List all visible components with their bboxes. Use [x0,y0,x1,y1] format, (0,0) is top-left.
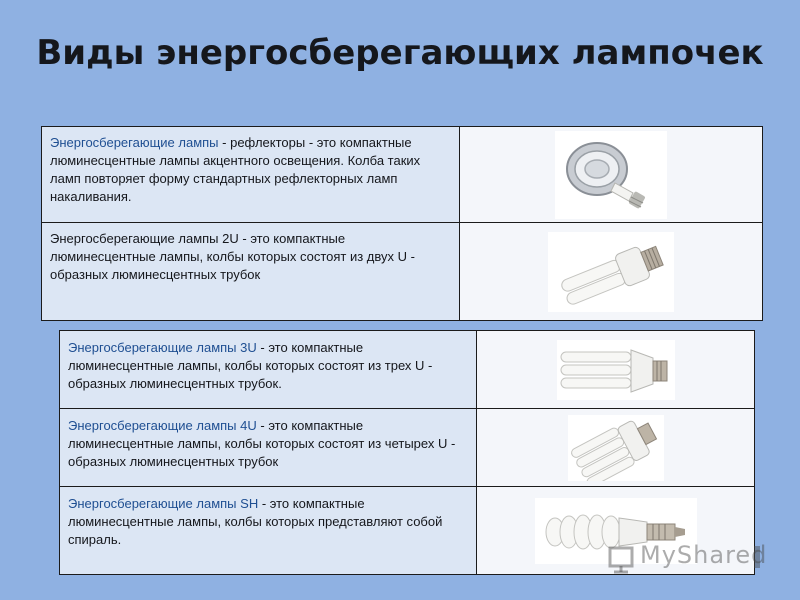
description-highlight: Энергосберегающие лампы [50,135,219,150]
page-title: Виды энергосберегающих лампочек [36,33,764,73]
table-row [60,331,755,409]
description-text: - это компактные люминесцентные лампы, колбы которых состоят из четырех U - образных люминесцентных трубок [68,418,456,469]
3u-lamp-image [557,340,675,400]
description-highlight: Энергосберегающие лампы 3U [68,340,257,355]
description-highlight: Энергосберегающие лампы SH [68,496,259,511]
description-cell [60,487,477,575]
image-cell [460,127,763,223]
description-text: - это компактные люминесцентные лампы, колбы которых представляют собой спираль. [68,496,443,547]
watermark-text: MyShared [640,541,768,569]
image-cell [477,409,755,487]
description-text: - рефлекторы - это компактные люминесцентные лампы акцентного освещения. Колба таких ламп повторяет форму стандартных рефлекторных ламп накаливания. [50,135,421,204]
description-cell [60,409,477,487]
lamp-table-top [41,126,763,321]
description-cell [60,331,477,409]
table-row [42,223,763,321]
image-cell [460,223,763,321]
description-text: - это компактные люминесцентные лампы, колбы которых состоят из трех U - образных люминесцентных трубок. [68,340,433,391]
description-text: Энергосберегающие лампы 2U - это компактные люминесцентные лампы, колбы которых состоят из двух U - образных люминесцентных трубок [50,231,415,282]
reflector-lamp-image [555,131,667,219]
description-cell [42,127,460,223]
image-cell [477,331,755,409]
table-row [60,409,755,487]
description-highlight: Энергосберегающие лампы 4U [68,418,257,433]
description-cell [42,223,460,321]
table-row [42,127,763,223]
4u-lamp-image [568,415,664,481]
2u-lamp-image [548,232,674,312]
